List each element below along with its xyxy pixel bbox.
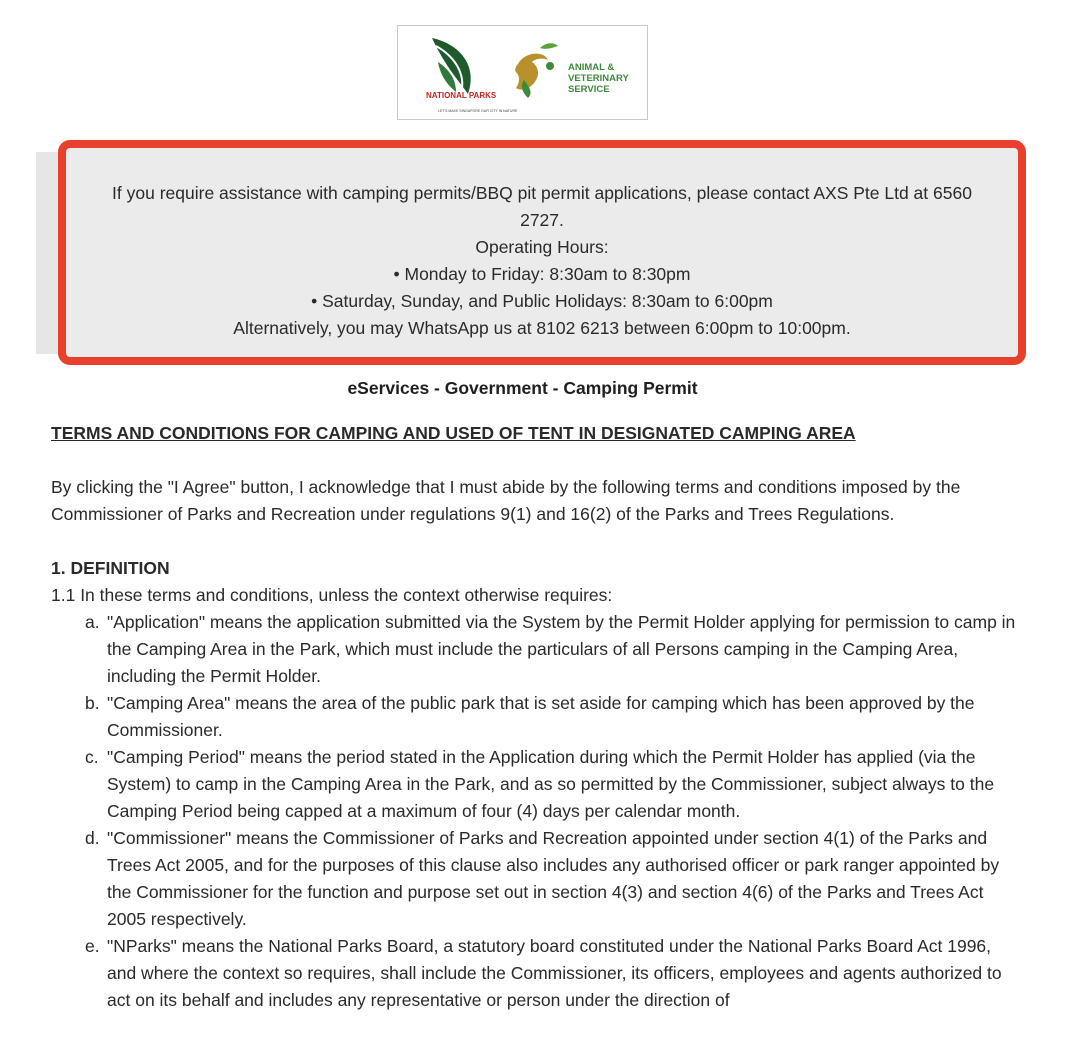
definition-item — [51, 690, 1016, 744]
avs-wordmark-line2: VETERINARY — [568, 73, 629, 84]
page-title: eServices - Government - Camping Permit — [347, 378, 698, 398]
definition-text: "Application" means the application submitted via the System by the Permit Holder applying for permission to camp in the Camping Area in the Park, which must include the particulars of all Persons camping in the Camping Area, including the Permit Holder. — [107, 612, 1016, 686]
avs-logo — [515, 43, 629, 98]
assistance-notice — [58, 140, 1026, 365]
definition-letter: d. — [85, 828, 100, 848]
definition-text: "NParks" means the National Parks Board, a statutory board constituted under the National Parks Board Act 1996, and where the context so requires, shall include the Commissioner, its officers, employees and agents authorized to act on its behalf and includes any representative or person under the direction of — [107, 936, 1002, 1010]
avs-wordmark-line3: SERVICE — [568, 84, 610, 95]
nparks-logo — [426, 38, 518, 113]
definition-text: "Camping Area" means the area of the public park that is set aside for camping which has been approved by the Commissioner. — [107, 693, 975, 740]
definition-text: "Camping Period" means the period stated in the Application during which the Permit Holder has applied (via the System) to camp in the Camping Area in the Park, and as so permitted by the Commissioner, subject always to the Camping Period being capped at a maximum of four (4) days per calendar month. — [107, 747, 995, 821]
notice-contact-text: If you require assistance with camping permits/BBQ pit permit applications, please contact AXS Pte Ltd at 6560 2727. — [112, 183, 972, 230]
notice-whatsapp-text: Alternatively, you may WhatsApp us at 8102 6213 between 6:00pm to 10:00pm. — [233, 318, 851, 338]
definition-text: "Commissioner" means the Commissioner of Parks and Recreation appointed under section 4(1) of the Parks and Trees Act 2005, and for the purposes of this clause also includes any authorised officer or park ranger appointed by the Commissioner for the function and purpose set out in section 4(3) and section 4(6) of the Parks and Trees Act 2005 respectively. — [107, 828, 1000, 929]
terms-intro: By clicking the "I Agree" button, I acknowledge that I must abide by the following terms and conditions imposed by the Commissioner of Parks and Recreation under regulations 9(1) and 16(2) of the Parks and Trees Regulations. — [51, 477, 961, 524]
definition-letter: a. — [85, 612, 100, 632]
partner-logos — [397, 25, 648, 120]
notice-hours-weekend: • Saturday, Sunday, and Public Holidays: 8:30am to 6:00pm — [311, 291, 773, 311]
definition-list — [51, 609, 1016, 1014]
subclause-1-1: 1.1 In these terms and conditions, unless the context otherwise requires: — [51, 585, 613, 605]
definition-letter: e. — [85, 936, 100, 956]
definition-item — [51, 825, 1016, 933]
notice-hours-weekday: • Monday to Friday: 8:30am to 8:30pm — [393, 264, 691, 284]
definition-item — [51, 609, 1016, 690]
terms-heading: TERMS AND CONDITIONS FOR CAMPING AND USED OF TENT IN DESIGNATED CAMPING AREA — [51, 423, 856, 443]
terms-content — [51, 420, 1016, 1014]
avs-wordmark-line1: ANIMAL & — [568, 62, 615, 73]
notice-hours-label: Operating Hours: — [475, 237, 609, 257]
definition-letter: c. — [85, 747, 99, 767]
section-heading-definition: 1. DEFINITION — [51, 558, 170, 578]
definition-item — [51, 744, 1016, 825]
definition-letter: b. — [85, 693, 100, 713]
definition-item — [51, 933, 1016, 1014]
nparks-wordmark: NATIONAL PARKS — [426, 91, 497, 100]
nparks-tagline: LET'S MAKE SINGAPORE OUR CITY IN NATURE — [438, 109, 518, 113]
